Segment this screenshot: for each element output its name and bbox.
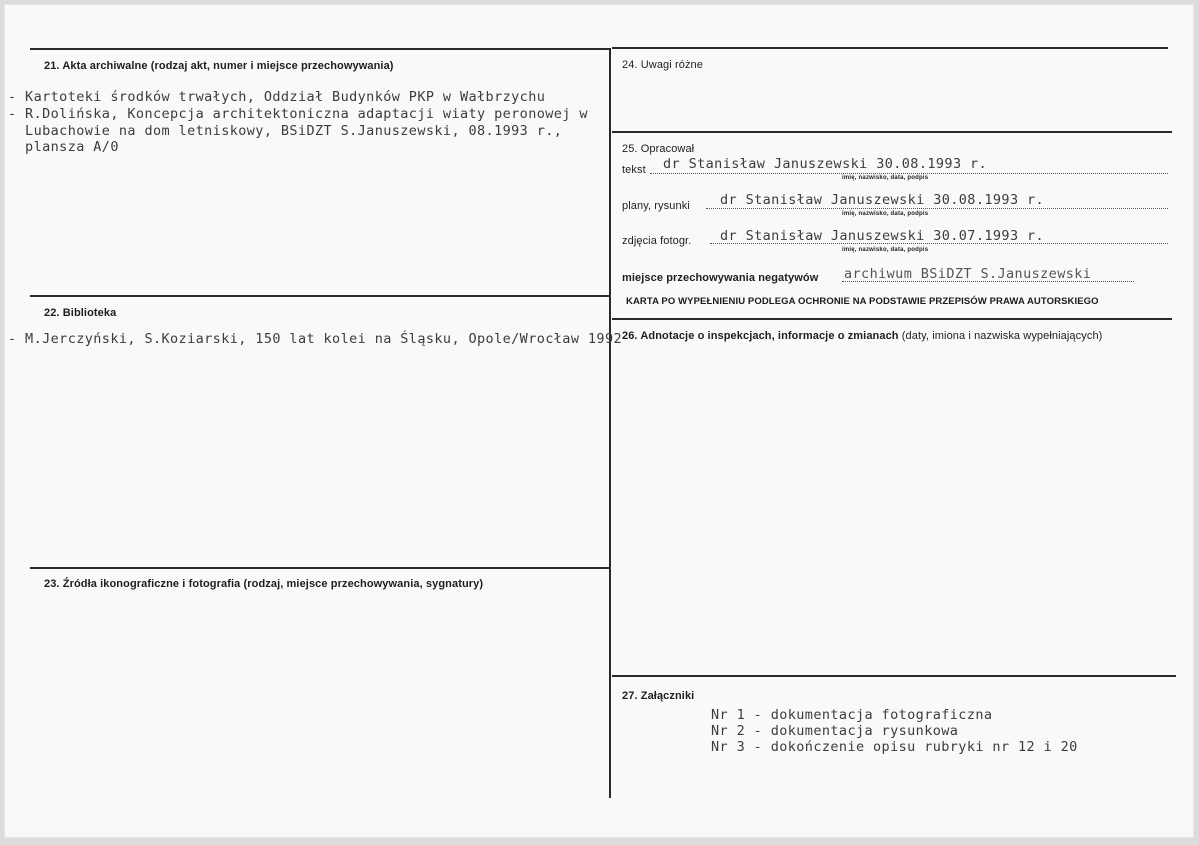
section-21-line-3: Lubachowie na dom letniskowy, BSiDZT S.Januszewski, 08.1993 r., (8, 123, 563, 139)
section-23-title: 23. Źródła ikonograficzne i fotografia (rodzaj, miejsce przechowywania, sygnatury) (44, 578, 484, 590)
section-25-title: 25. Opracował (622, 143, 695, 155)
row-tekst-caption: imię, nazwisko, data, podpis (842, 175, 929, 181)
section-22-title: 22. Biblioteka (44, 307, 117, 319)
section-21-title: 21. Akta archiwalne (rodzaj akt, numer i miejsce przechowywania) (44, 60, 394, 72)
row-tekst-value: dr Stanisław Januszewski 30.08.1993 r. (663, 156, 988, 172)
divider-top-left (30, 48, 610, 50)
section-26-title (622, 330, 1102, 342)
divider-top-right (612, 47, 1168, 49)
row-tekst-label: tekst (622, 164, 646, 176)
row-plany-label: plany, rysunki (622, 200, 690, 212)
divider-26 (612, 318, 1172, 320)
section-26-title-main: 26. Adnotacje o inspekcjach, informacje o zmianach (622, 330, 899, 342)
row-plany-value: dr Stanisław Januszewski 30.08.1993 r. (720, 192, 1045, 208)
section-21-line-4: plansza A/0 (8, 139, 119, 155)
attachment-1: Nr 1 - dokumentacja fotograficzna (711, 707, 993, 723)
attachment-2: Nr 2 - dokumentacja rysunkowa (711, 723, 959, 739)
divider-23 (30, 567, 610, 569)
row-plany-line (706, 208, 1168, 209)
section-27-title: 27. Załączniki (622, 690, 695, 702)
row-negatywy-label: miejsce przechowywania negatywów (622, 272, 819, 284)
divider-vertical (609, 48, 611, 798)
divider-22 (30, 295, 610, 297)
section-22-line-1: - M.Jerczyński, S.Koziarski, 150 lat kolei na Śląsku, Opole/Wrocław 1992 (8, 331, 622, 347)
row-plany-caption: imię, nazwisko, data, podpis (842, 211, 929, 217)
row-zdjecia-value: dr Stanisław Januszewski 30.07.1993 r. (720, 228, 1045, 244)
copyright-notice: KARTA PO WYPEŁNIENIU PODLEGA OCHRONIE NA PODSTAWIE PRZEPISÓW PRAWA AUTORSKIEGO (626, 296, 1099, 307)
section-26-title-suffix: (daty, imiona i nazwiska wypełniających) (901, 330, 1103, 342)
row-tekst-line (650, 173, 1168, 174)
attachment-3: Nr 3 - dokończenie opisu rubryki nr 12 i 20 (711, 739, 1078, 755)
section-24-title: 24. Uwagi różne (622, 59, 703, 71)
row-negatywy-value: archiwum BSiDZT S.Januszewski (844, 266, 1092, 282)
row-zdjecia-caption: imię, nazwisko, data, podpis (842, 247, 929, 253)
section-21-line-2: - R.Dolińska, Koncepcja architektoniczna adaptacji wiaty peronowej w (8, 106, 588, 122)
divider-25 (612, 131, 1172, 133)
divider-27 (612, 675, 1176, 677)
section-21-line-1: - Kartoteki środków trwałych, Oddział Budynków PKP w Wałbrzychu (8, 89, 546, 105)
row-zdjecia-label: zdjęcia fotogr. (622, 235, 692, 247)
